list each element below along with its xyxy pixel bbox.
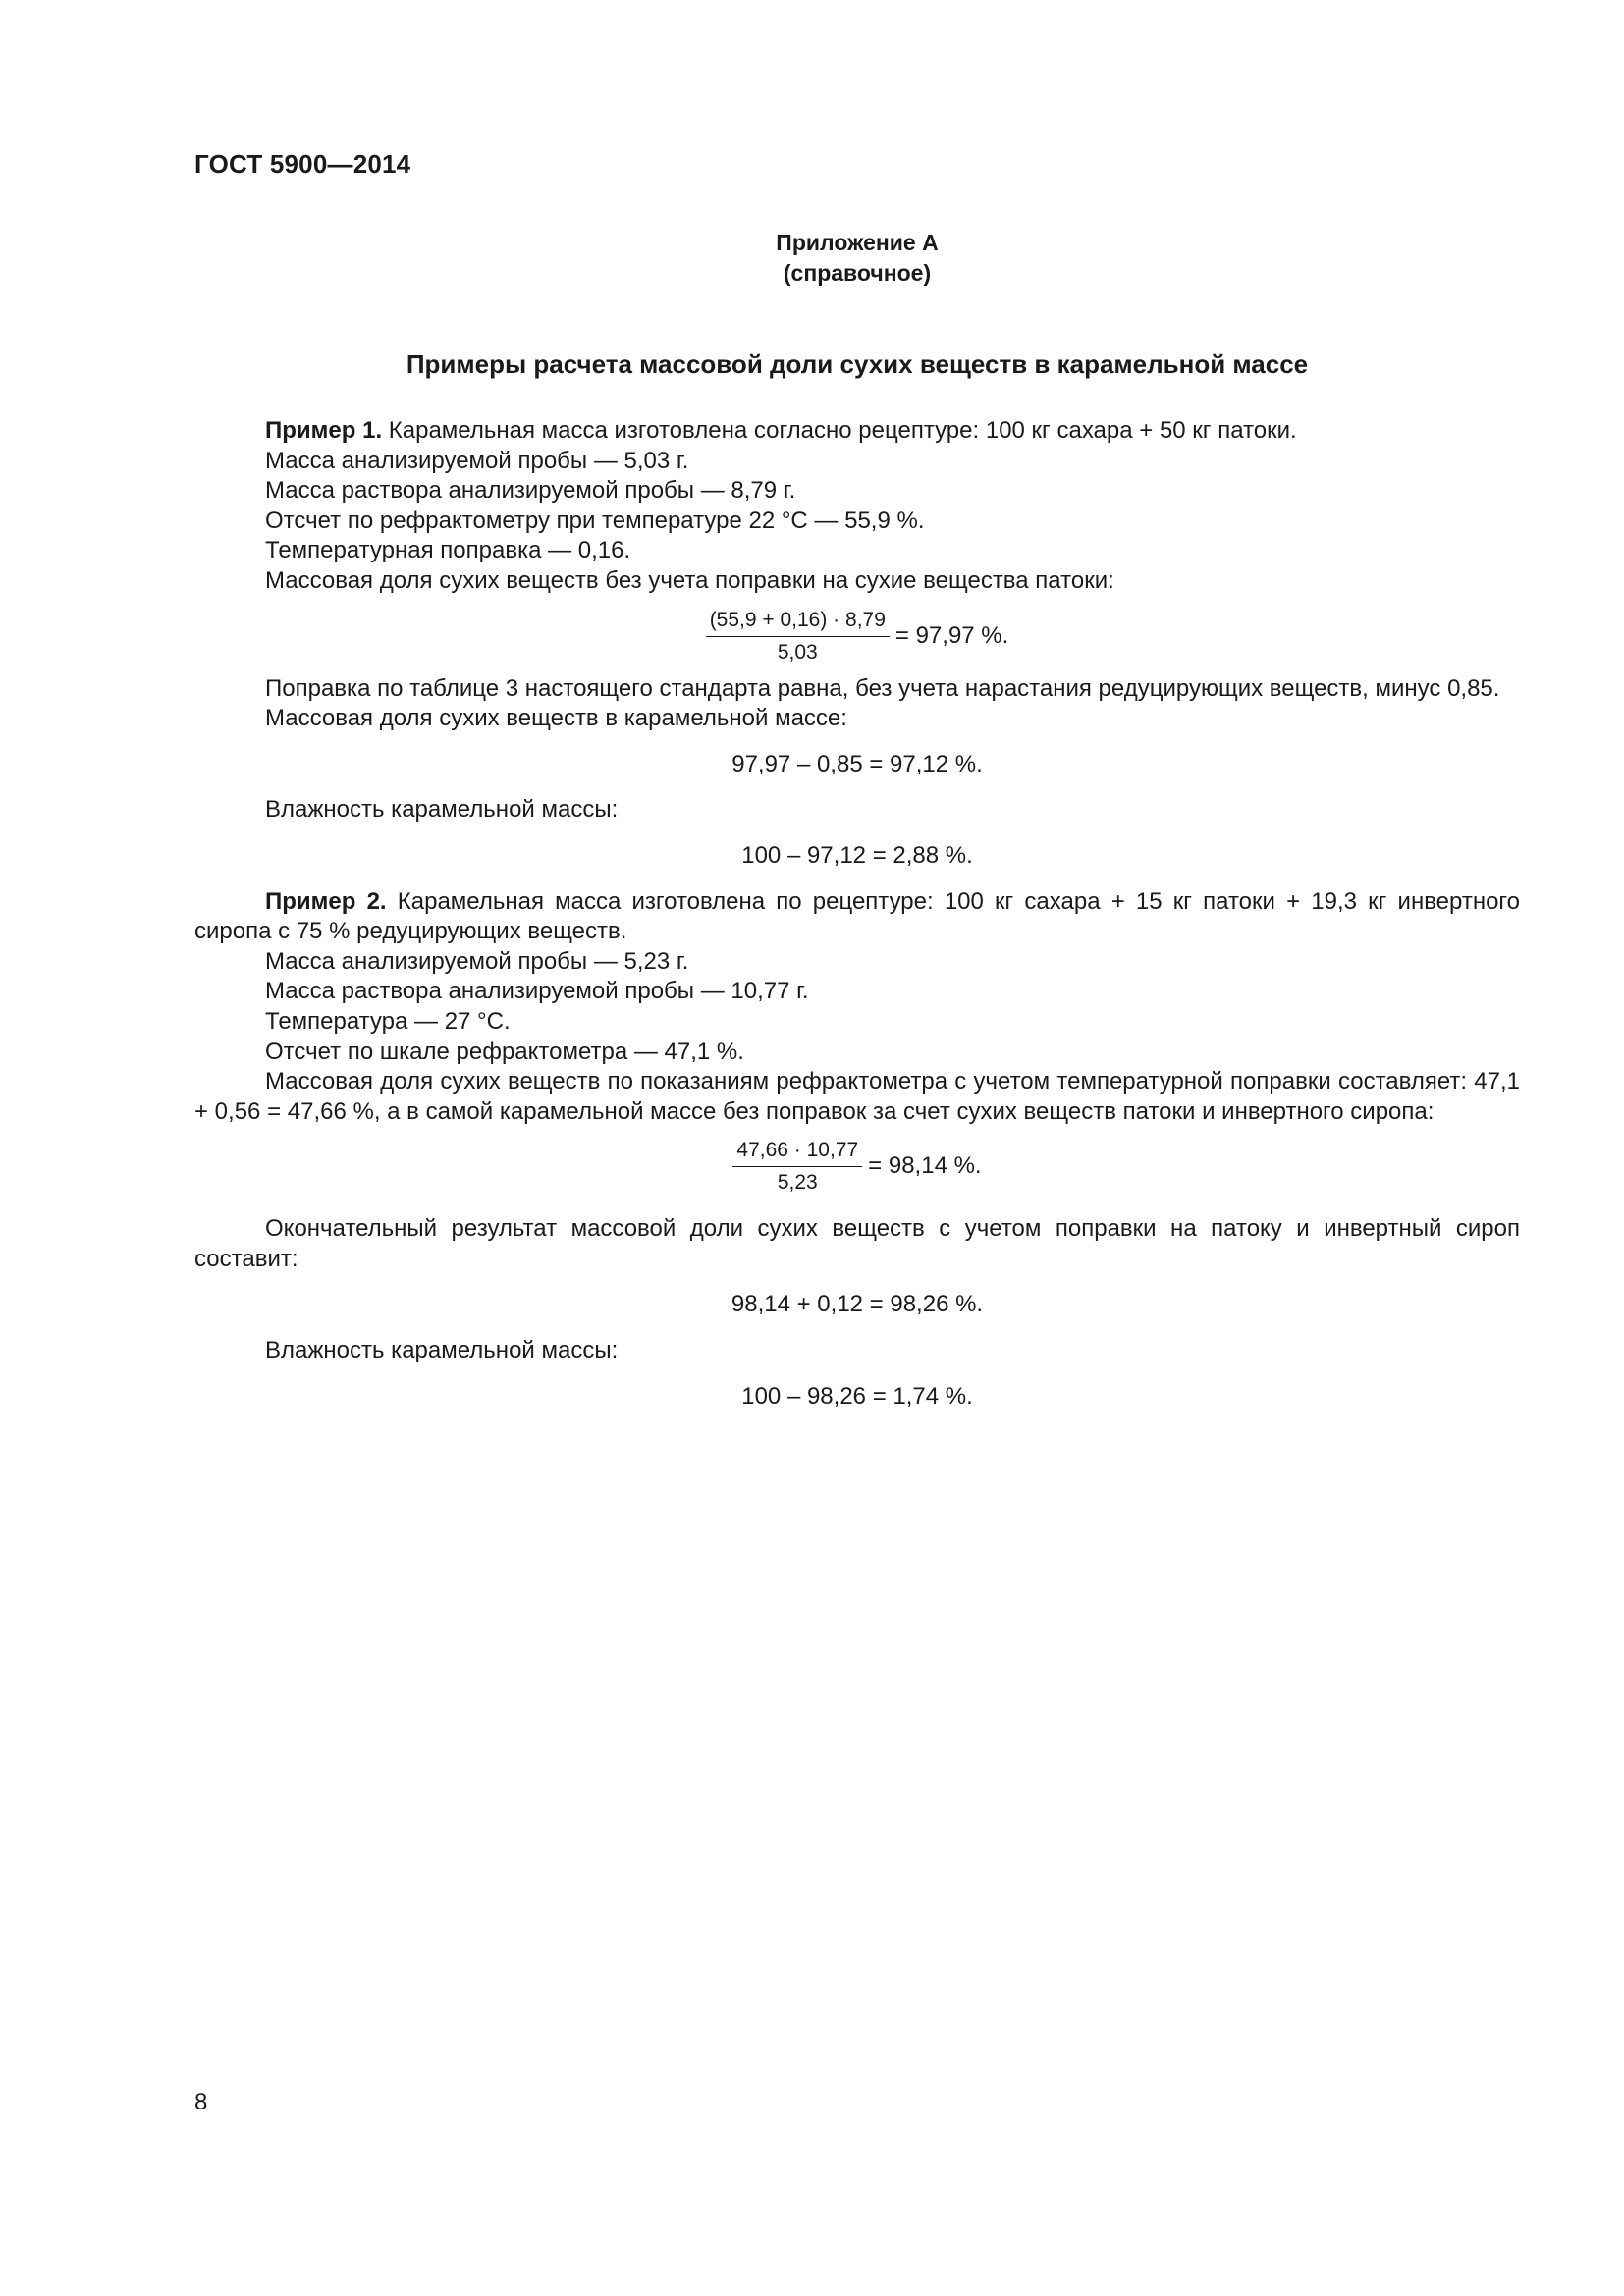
example2-formula-fraction bbox=[194, 1137, 1520, 1197]
example1-line: Масса анализируемой пробы — 5,03 г. bbox=[265, 447, 689, 474]
example2-line: Температура — 27 °С. bbox=[265, 1007, 511, 1035]
page-number: 8 bbox=[194, 2089, 208, 2115]
example2-line: Масса анализируемой пробы — 5,23 г. bbox=[265, 947, 689, 975]
example2-intro-text: Карамельная масса изготовлена по рецептуре: 100 кг сахара + 15 кг патоки + 19,3 кг инвертного сиропа с 75 % редуцирующих веществ. bbox=[194, 887, 1521, 945]
fraction bbox=[706, 607, 890, 667]
example1-intro-text: Карамельная масса изготовлена согласно рецептуре: 100 кг сахара + 50 кг патоки. bbox=[382, 417, 1297, 444]
example1-line: Отсчет по рефрактометру при температуре 22 °С — 55,9 %. bbox=[265, 507, 925, 534]
example1-correction: Поправка по таблице 3 настоящего стандарта равна, без учета нарастания редуцирующих веществ, минус 0,85. bbox=[265, 674, 1500, 702]
example1-intro bbox=[194, 416, 1520, 447]
appendix-subtitle: (справочное) bbox=[783, 260, 932, 286]
example2-refractometer-text: Массовая доля сухих веществ по показаниям рефрактометра с учетом температурной поправки составляет: 47,1 + 0,56 = 47,66 %, а в самой карамельной массе без поправок за счет сухих веществ патоки и инвертного сиропа: bbox=[194, 1068, 1520, 1125]
example1-line: Массовая доля сухих веществ без учета поправки на сухие вещества патоки: bbox=[265, 566, 1114, 594]
example2-formula-2: 98,14 + 0,12 = 98,26 %. bbox=[731, 1291, 984, 1318]
example1-mass-fraction-label: Массовая доля сухих веществ в карамельной массе: bbox=[265, 705, 847, 732]
document-title: Примеры расчета массовой доли сухих веществ в карамельной массе bbox=[406, 349, 1309, 379]
example1-label: Пример 1. bbox=[265, 417, 383, 444]
fraction-result: = 97,97 %. bbox=[894, 621, 1009, 649]
example2-intro bbox=[194, 887, 1520, 947]
example2-formula-3: 100 – 98,26 = 1,74 %. bbox=[741, 1382, 973, 1410]
example2-label: Пример 2. bbox=[265, 887, 387, 915]
example2-final-text: Окончательный результат массовой доли сухих веществ с учетом поправки на патоку и инвертный сироп составит: bbox=[194, 1215, 1520, 1272]
example1-humidity-label: Влажность карамельной массы: bbox=[265, 796, 619, 824]
example2-line: Масса раствора анализируемой пробы — 10,77 г. bbox=[265, 978, 809, 1005]
example1-formula-3: 100 – 97,12 = 2,88 %. bbox=[741, 841, 973, 869]
example1-formula-fraction bbox=[194, 607, 1520, 667]
standard-code: ГОСТ 5900—2014 bbox=[194, 149, 411, 179]
example1-formula-2: 97,97 – 0,85 = 97,12 %. bbox=[731, 750, 983, 777]
appendix-heading bbox=[0, 228, 1624, 289]
example2-line: Отсчет по шкале рефрактометра — 47,1 %. bbox=[265, 1038, 744, 1065]
fraction bbox=[732, 1137, 862, 1197]
example2-humidity-label: Влажность карамельной массы: bbox=[265, 1337, 619, 1364]
example1-line: Масса раствора анализируемой пробы — 8,79 г. bbox=[265, 477, 796, 505]
appendix-title: Приложение А bbox=[776, 230, 939, 255]
fraction-result: = 98,14 %. bbox=[868, 1152, 982, 1180]
example1-line: Температурная поправка — 0,16. bbox=[265, 537, 631, 564]
fraction-denominator: 5,03 bbox=[777, 640, 818, 664]
document-body bbox=[194, 416, 1520, 1412]
fraction-denominator: 5,23 bbox=[777, 1171, 818, 1195]
fraction-numerator: (55,9 + 0,16) · 8,79 bbox=[706, 607, 890, 637]
fraction-numerator: 47,66 · 10,77 bbox=[732, 1137, 862, 1167]
